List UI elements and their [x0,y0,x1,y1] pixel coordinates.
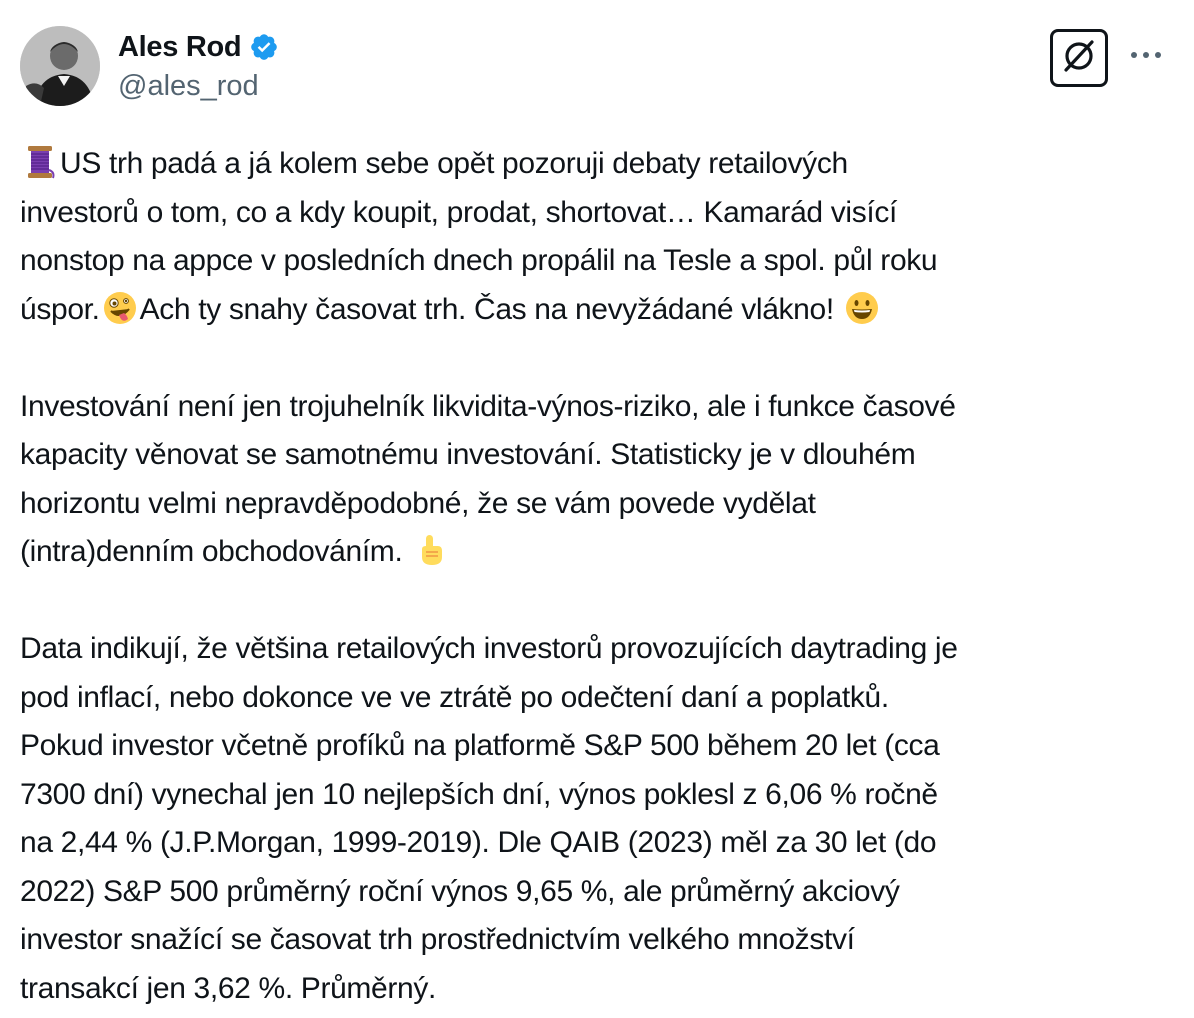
grok-button[interactable] [1050,29,1108,87]
paragraph-gap [20,334,1180,383]
tweet-line-text: Data indikují, že většina retailových investorů provozujících daytrading je [20,632,958,665]
tweet-line-text: (intra)denním obchodováním. [20,535,411,568]
index-pointing-up-emoji [412,532,448,568]
tweet-line [20,528,1180,577]
tweet-text [20,140,1180,1013]
tweet-line-text: Ach ty snahy časovat trh. Čas na nevyžádané vlákno! [139,292,842,326]
tweet-header [0,0,1194,120]
tweet-line-text: investorů o tom, co a kdy koupit, prodat, shortovat… Kamarád visící [20,195,897,229]
author-name-row[interactable] [118,30,279,64]
tweet-line-text: Investování není jen trojuhelník likvidita-výnos-riziko, ale i funkce časové [20,389,956,423]
tweet-line-text: investor snažící se časovat trh prostřednictvím velkého množství [20,923,855,956]
zany-face-emoji [102,290,138,326]
tweet-line-text: horizontu velmi nepravděpodobné, že se vám povede vydělat [20,486,816,520]
tweet-line-text: transakcí jen 3,62 %. Průměrný. [20,971,437,1005]
paragraph-gap [20,577,1180,626]
more-options-button[interactable] [1128,46,1164,66]
tweet-line-text: úspor. [20,292,100,326]
more-horizontal-icon [1129,47,1163,65]
avatar[interactable] [20,26,100,106]
tweet-line-text: Pokud investor včetně profíků na platformě S&P 500 během 20 let (cca [20,729,940,762]
tweet-line-text: nonstop na appce v posledních dnech propálil na Tesle a spol. půl roku [20,244,938,277]
tweet-paragraph-1 [20,140,1180,334]
tweet-line-text: 7300 dní) vynechal jen 10 nejlepších dní, výnos poklesl z 6,06 % ročně [20,777,938,811]
author-handle[interactable]: @ales_rod [118,70,259,102]
tweet-paragraph-3 [20,625,1180,1013]
tweet-line [20,286,1180,335]
tweet-line-text: na 2,44 % (J.P.Morgan, 1999-2019). Dle QAIB (2023) měl za 30 let (do [20,826,937,859]
tweet-paragraph-2 [20,383,1180,577]
tweet-line-text: pod inflací, nebo dokonce ve ve ztrátě po odečtení daní a poplatků. [20,680,889,714]
thread-spool-emoji [22,144,58,180]
grok-icon [1060,37,1098,80]
grinning-face-emoji [844,290,880,326]
tweet-line [20,140,1180,189]
tweet-line-text: US trh padá a já kolem sebe opět pozoruji debaty retailových [60,147,848,180]
tweet-line-text: kapacity věnovat se samotnému investování. Statisticky je v dlouhém [20,438,916,471]
verified-badge-icon[interactable] [249,32,279,62]
tweet-line-text: 2022) S&P 500 průměrný roční výnos 9,65 %, ale průměrný akciový [20,874,900,908]
author-display-name[interactable]: Ales Rod [118,30,242,63]
